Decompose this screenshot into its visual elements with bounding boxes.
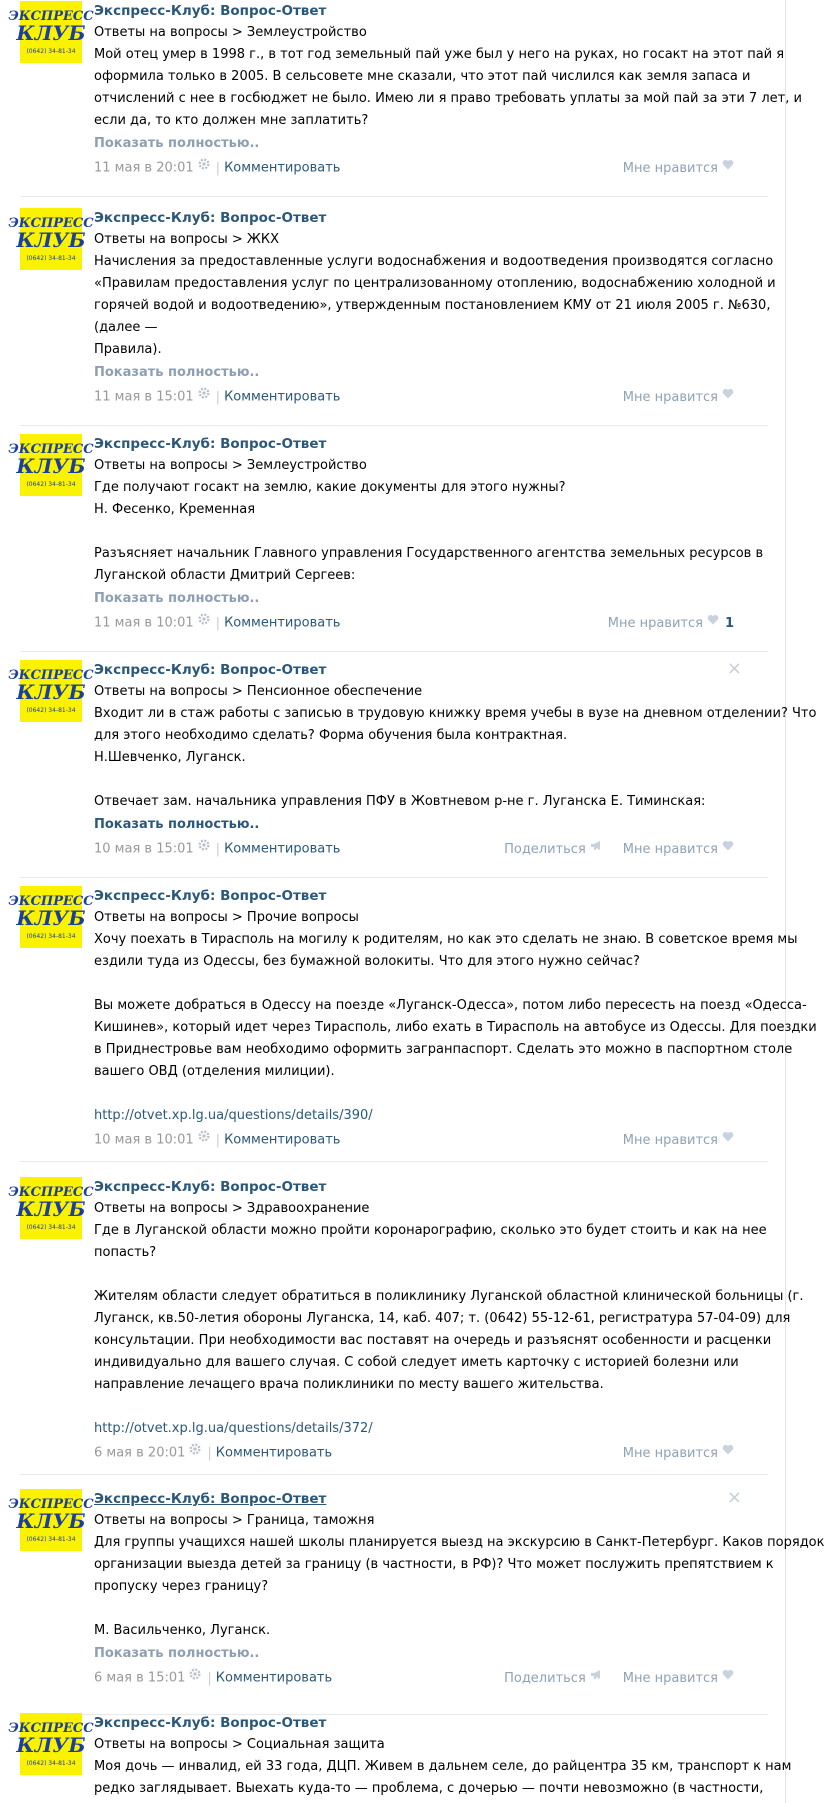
post-footer (94, 1665, 754, 1689)
like-button[interactable] (623, 161, 734, 176)
gear-icon[interactable] (189, 1440, 201, 1464)
megaphone-icon (590, 1665, 603, 1689)
wall-post (8, 0, 802, 197)
post-author-link[interactable]: Экспресс-Клуб: Вопрос-Ответ (94, 888, 327, 904)
post-text-line: Луганск, кв.50-летия обороны Луганска, 14, каб. 407; т. (0642) 55-12-61, регистратура 57-04-09) для (94, 1311, 791, 1326)
post-footer (94, 610, 754, 634)
svg-text:(0642) 34-81-34: (0642) 34-81-34 (26, 48, 76, 55)
post-text-line: Жителям области следует обратиться в поликлинику Луганской областной клинической больницы (г. (94, 1289, 804, 1304)
post-category: Ответы на вопросы > Граница, таможня (94, 1513, 375, 1528)
svg-text:ЭКСПРЕСС: ЭКСПРЕСС (8, 216, 94, 231)
svg-text:(0642) 34-81-34: (0642) 34-81-34 (26, 1760, 76, 1767)
svg-text:(0642) 34-81-34: (0642) 34-81-34 (26, 1536, 76, 1543)
svg-text:КЛУБ: КЛУБ (16, 906, 86, 930)
post-category: Ответы на вопросы > Землеустройство (94, 25, 367, 40)
show-more-link[interactable]: Показать полностью.. (94, 817, 260, 832)
post-text-line: в Приднестровье вам необходимо оформить загранпаспорт. Сделать это можно в паспортном столе (94, 1042, 793, 1057)
like-label: Мне нравится (622, 160, 718, 176)
like-label: Мне нравится (622, 1670, 718, 1686)
avatar[interactable] (8, 660, 94, 722)
post-text-line: направление лечащего врача поликлиники по месту вашего жительства. (94, 1377, 604, 1392)
close-icon[interactable]: × (726, 658, 742, 679)
post-text-line: Н. Фесенко, Кременная (94, 502, 256, 517)
gear-icon[interactable] (198, 384, 210, 408)
comment-link[interactable]: Комментировать (224, 841, 341, 857)
post-author-link[interactable]: Экспресс-Клуб: Вопрос-Ответ (94, 1179, 327, 1195)
post-text-line: консультации. При необходимости вас поставят на очередь и разъяснят особенности и расценки (94, 1333, 772, 1348)
svg-text:КЛУБ: КЛУБ (16, 21, 86, 45)
post-timestamp[interactable]: 10 мая в 15:01 (94, 841, 194, 857)
gear-icon[interactable] (198, 610, 210, 634)
svg-text:КЛУБ: КЛУБ (16, 454, 86, 478)
svg-text:(0642) 34-81-34: (0642) 34-81-34 (26, 933, 76, 940)
heart-icon (722, 384, 734, 408)
post-text-line: Для группы учащихся нашей школы планируется выезд на экскурсию в Санкт-Петербург. Каков порядок (94, 1535, 824, 1550)
like-count: 1 (724, 615, 734, 631)
post-text-line: индивидуально для вашего случая. С собой следует иметь карточку с историей болезни или (94, 1355, 739, 1370)
post-text-line: попасть? (94, 1245, 157, 1260)
like-label: Мне нравится (622, 389, 718, 405)
blank-line (94, 1083, 754, 1105)
post-text-line: пропуску через границу? (94, 1579, 269, 1594)
separator: | (215, 841, 221, 857)
separator: | (215, 1132, 221, 1148)
post-category: Ответы на вопросы > Здравоохранение (94, 1201, 370, 1216)
wall-post (8, 433, 768, 652)
post-author-link[interactable]: Экспресс-Клуб: Вопрос-Ответ (94, 436, 327, 452)
post-text-line: Луганской области Дмитрий Сергеев: (94, 568, 356, 583)
post-text-line: Мой отец умер в 1998 г., в тот год земельный пай уже был у него на руках, но госакт на этот пай я (94, 47, 785, 62)
comment-link[interactable]: Комментировать (224, 615, 341, 631)
post-author-link[interactable]: Экспресс-Клуб: Вопрос-Ответ (94, 3, 327, 19)
separator: | (215, 160, 221, 176)
svg-text:ЭКСПРЕСС: ЭКСПРЕСС (8, 894, 94, 909)
show-more-link[interactable]: Показать полностью.. (94, 1646, 260, 1661)
post-text-line: Вы можете добраться в Одессу на поезде «Луганск-Одесса», потом либо пересесть на поезд «Одесса- (94, 998, 807, 1013)
svg-text:КЛУБ: КЛУБ (16, 1509, 86, 1533)
post-timestamp[interactable]: 11 мая в 15:01 (94, 389, 194, 405)
post-text-line: «Правилам предоставления услуг по централизованному отоплению, водоснабжению холодной и (94, 276, 776, 291)
svg-text:ЭКСПРЕСС: ЭКСПРЕСС (8, 1185, 94, 1200)
post-text-line: вашего ОВД (отделения милиции). (94, 1064, 335, 1079)
like-button[interactable] (623, 1133, 734, 1148)
show-more-link[interactable]: Показать полностью.. (94, 365, 260, 380)
post-timestamp[interactable]: 11 мая в 20:01 (94, 160, 194, 176)
post-timestamp[interactable]: 11 мая в 10:01 (94, 615, 194, 631)
post-footer (94, 836, 754, 860)
post-text-line: отчислений с нее в госбюджет не было. Имею ли я право требовать уплаты за мой пай за эти 7 лет, и (94, 91, 802, 106)
post-author-link[interactable]: Экспресс-Клуб: Вопрос-Ответ (94, 210, 327, 226)
post-category: Ответы на вопросы > Землеустройство (94, 458, 367, 473)
post-text-line: Правила). (94, 342, 162, 357)
blank-line (94, 973, 754, 995)
megaphone-icon (590, 836, 603, 860)
svg-text:(0642) 34-81-34: (0642) 34-81-34 (26, 255, 76, 262)
heart-icon (722, 1127, 734, 1151)
wall-post (8, 1712, 792, 1803)
post-author-link[interactable]: Экспресс-Клуб: Вопрос-Ответ (94, 1491, 327, 1507)
blank-line (94, 1264, 754, 1286)
avatar[interactable] (8, 1489, 94, 1551)
post-text-line: ездили туда из Одессы, без бумажной волокиты. Что для этого нужно сейчас? (94, 954, 640, 969)
post-text-line: Начисления за предоставленные услуги водоснабжения и водоотведения производятся согласно (94, 254, 774, 269)
avatar[interactable] (8, 1177, 94, 1239)
blank-line (94, 769, 754, 791)
comment-link[interactable]: Комментировать (224, 160, 341, 176)
separator: | (215, 389, 221, 405)
post-text-line: Где получают госакт на землю, какие документы для этого нужны? (94, 480, 566, 495)
like-button[interactable] (623, 1446, 734, 1461)
svg-text:ЭКСПРЕСС: ЭКСПРЕСС (8, 9, 94, 24)
gear-icon[interactable] (198, 836, 210, 860)
post-category: Ответы на вопросы > Социальная защита (94, 1737, 385, 1752)
post-text-line: редко заглядывает. Выехать куда-то — проблема, с дочерью — почти невозможно (в частности, (94, 1781, 764, 1796)
share-button[interactable] (504, 842, 603, 857)
gear-icon[interactable] (198, 155, 210, 179)
comment-link[interactable]: Комментировать (215, 1445, 333, 1461)
separator: | (207, 1670, 212, 1686)
post-timestamp[interactable]: 10 мая в 10:01 (94, 1132, 194, 1148)
post-author-link[interactable]: Экспресс-Клуб: Вопрос-Ответ (94, 1715, 327, 1731)
heart-icon (722, 1665, 734, 1689)
wall-post (8, 885, 817, 1162)
wall-post (8, 658, 817, 878)
svg-text:(0642) 34-81-34: (0642) 34-81-34 (26, 1224, 76, 1231)
post-category: Ответы на вопросы > Прочие вопросы (94, 910, 359, 925)
avatar[interactable] (8, 886, 94, 948)
post-timestamp[interactable]: 6 мая в 15:01 (94, 1670, 186, 1686)
comment-link[interactable]: Комментировать (224, 389, 341, 405)
post-text-line: оформила только в 2005. В сельсовете мне сказали, что этот пай числился как земля запаса и (94, 69, 751, 84)
post-timestamp[interactable]: 6 мая в 20:01 (94, 1445, 186, 1461)
post-category: Ответы на вопросы > Пенсионное обеспечение (94, 684, 423, 699)
svg-text:КЛУБ: КЛУБ (16, 1733, 86, 1757)
blank-line (94, 521, 754, 543)
post-author-link[interactable]: Экспресс-Клуб: Вопрос-Ответ (94, 662, 327, 678)
avatar[interactable] (8, 434, 94, 496)
like-label: Мне нравится (607, 615, 703, 631)
comment-link[interactable]: Комментировать (215, 1670, 333, 1686)
post-text-line: (далее — (94, 320, 158, 335)
svg-text:(0642) 34-81-34: (0642) 34-81-34 (26, 707, 76, 714)
share-label: Поделиться (504, 1670, 586, 1686)
svg-text:(0642) 34-81-34: (0642) 34-81-34 (26, 481, 76, 488)
svg-text:КЛУБ: КЛУБ (16, 680, 86, 704)
share-button[interactable] (504, 1671, 603, 1686)
blank-line (94, 1396, 754, 1418)
post-text-line: если да, то кто должен мне заплатить? (94, 113, 369, 128)
close-icon[interactable]: × (726, 1487, 742, 1508)
like-label: Мне нравится (622, 1445, 718, 1461)
like-button[interactable] (623, 390, 734, 405)
post-text-line: Кишинев», который идет через Тирасполь, либо ехать в Тирасполь на автобусе из Одессы. Для поездки (94, 1020, 817, 1035)
post-footer (94, 155, 754, 179)
post-footer (94, 384, 754, 408)
post-text-line: организации выезда детей за границу (в частности, в РФ)? Что может послужить препятствием к (94, 1557, 774, 1572)
avatar[interactable] (8, 1, 94, 63)
post-text-line: Моя дочь — инвалид, ей 33 года, ДЦП. Живем в дальнем селе, до райцентра 35 км, транспорт к нам (94, 1759, 792, 1774)
blank-line (94, 1598, 754, 1620)
like-label: Мне нравится (622, 841, 718, 857)
heart-icon (722, 1440, 734, 1464)
post-text-line: Н.Шевченко, Луганск. (94, 750, 246, 765)
svg-text:ЭКСПРЕСС: ЭКСПРЕСС (8, 1721, 94, 1736)
svg-text:ЭКСПРЕСС: ЭКСПРЕСС (8, 442, 94, 457)
like-label: Мне нравится (622, 1132, 718, 1148)
post-text-line: Входит ли в стаж работы с записью в трудовую книжку время учебы в вузе на дневном отделении? Что (94, 706, 817, 721)
heart-icon (722, 155, 734, 179)
gear-icon[interactable] (189, 1665, 201, 1689)
post-text-line: Хочу поехать в Тирасполь на могилу к родителям, но как это сделать не знаю. В советское время мы (94, 932, 798, 947)
wall-post (8, 207, 776, 426)
like-button[interactable] (623, 1671, 734, 1686)
svg-text:КЛУБ: КЛУБ (16, 228, 86, 252)
comment-link[interactable]: Комментировать (224, 1132, 341, 1148)
post-text-line: Где в Луганской области можно пройти коронарографию, сколько это будет стоить и как на нее (94, 1223, 767, 1238)
svg-text:ЭКСПРЕСС: ЭКСПРЕСС (8, 668, 94, 683)
svg-text:КЛУБ: КЛУБ (16, 1197, 86, 1221)
post-footer (94, 1127, 754, 1151)
show-more-link[interactable]: Показать полностью.. (94, 591, 260, 606)
avatar[interactable] (8, 1713, 94, 1775)
post-text-line: М. Васильченко, Луганск. (94, 1623, 271, 1638)
svg-text:ЭКСПРЕСС: ЭКСПРЕСС (8, 1497, 94, 1512)
heart-icon (722, 836, 734, 860)
post-text-line: для этого необходимо сделать? Форма обучения была контрактная. (94, 728, 568, 743)
like-button[interactable] (608, 616, 734, 631)
separator: | (207, 1445, 212, 1461)
post-text-line: Разъясняет начальник Главного управления Государственного агентства земельных ресурсов в (94, 546, 764, 561)
post-text-line: горячей водой и водоотведению», утвержденным постановлением КМУ от 21 июля 2005 г. №630, (94, 298, 771, 313)
show-more-link[interactable]: Показать полностью.. (94, 136, 260, 151)
separator: | (215, 615, 221, 631)
external-link[interactable]: http://otvet.xp.lg.ua/questions/details/372/ (94, 1421, 373, 1436)
wall-post (8, 1487, 824, 1715)
share-label: Поделиться (504, 841, 586, 857)
external-link[interactable]: http://otvet.xp.lg.ua/questions/details/390/ (94, 1108, 373, 1123)
like-button[interactable] (623, 842, 734, 857)
post-category: Ответы на вопросы > ЖКХ (94, 232, 280, 247)
heart-icon (707, 610, 719, 634)
post-footer (94, 1440, 754, 1464)
wall-post (8, 1176, 804, 1475)
post-text-line: Отвечает зам. начальника управления ПФУ в Жовтневом р-не г. Луганска Е. Тиминская: (94, 794, 706, 809)
avatar[interactable] (8, 208, 94, 270)
gear-icon[interactable] (198, 1127, 210, 1151)
